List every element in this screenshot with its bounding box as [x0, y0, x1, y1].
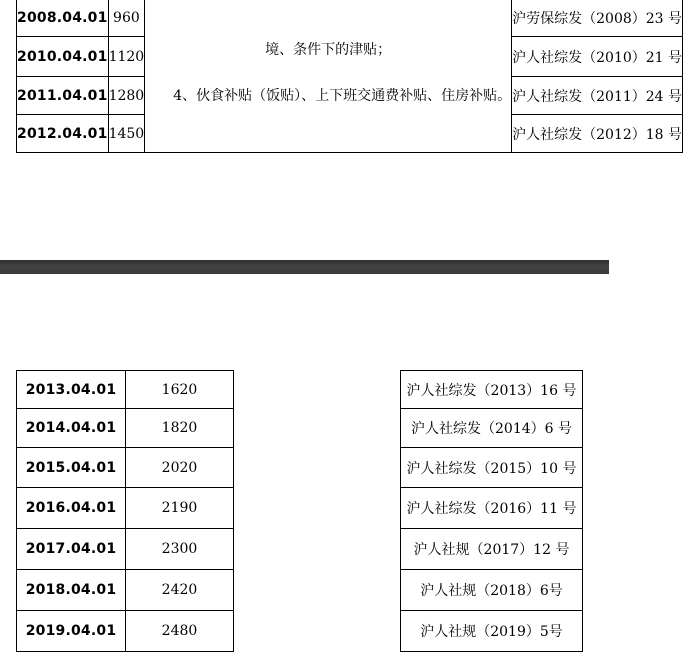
- wage-table-part-1: [16, 0, 683, 153]
- amount-cell: 960: [108, 0, 145, 37]
- note-line-1: 境、条件下的津贴；: [265, 41, 392, 58]
- date-cell: 2015.04.01: [17, 448, 126, 488]
- date-cell: 2016.04.01: [17, 488, 126, 529]
- date-cell: 2008.04.01: [17, 0, 109, 37]
- date-cell: 2013.04.01: [17, 371, 126, 409]
- amount-cell: 2020: [126, 448, 234, 488]
- document-number-cell: 沪劳保综发（2008）23 号: [512, 0, 683, 37]
- amount-cell: 1620: [126, 371, 234, 409]
- document-number-cell: 沪人社规（2018）6号: [401, 570, 583, 611]
- date-cell: 2018.04.01: [17, 570, 126, 611]
- document-page-1: [0, 0, 683, 260]
- document-number-cell: 沪人社规（2019）5号: [401, 611, 583, 652]
- amount-cell: 2300: [126, 529, 234, 570]
- note-line-2: 4、伙食补贴（饭贴）、上下班交通费补贴、住房补贴。: [173, 87, 512, 104]
- notes-cell: [145, 0, 512, 153]
- date-cell: 2019.04.01: [17, 611, 126, 652]
- document-number-cell: 沪人社综发（2011）24 号: [512, 77, 683, 115]
- document-number-cell: 沪人社综发（2016）11 号: [401, 488, 583, 529]
- date-cell: 2010.04.01: [17, 37, 109, 77]
- date-cell: 2012.04.01: [17, 115, 109, 153]
- date-cell: 2011.04.01: [17, 77, 109, 115]
- page-separator: [0, 260, 609, 274]
- document-number-cell: 沪人社综发（2010）21 号: [512, 37, 683, 77]
- date-cell: 2014.04.01: [17, 409, 126, 448]
- amount-cell: 2190: [126, 488, 234, 529]
- document-page-2: [0, 274, 609, 661]
- date-cell: 2017.04.01: [17, 529, 126, 570]
- amount-cell: 2480: [126, 611, 234, 652]
- amount-cell: 1280: [108, 77, 145, 115]
- document-number-cell: 沪人社规（2017）12 号: [401, 529, 583, 570]
- notes-cell: [234, 371, 401, 652]
- document-number-cell: 沪人社综发（2014）6 号: [401, 409, 583, 448]
- document-number-cell: 沪人社综发（2015）10 号: [401, 448, 583, 488]
- amount-cell: 1820: [126, 409, 234, 448]
- table-row: [17, 0, 683, 37]
- wage-table-part-2: [16, 370, 583, 652]
- document-number-cell: 沪人社综发（2013）16 号: [401, 371, 583, 409]
- amount-cell: 1120: [108, 37, 145, 77]
- document-number-cell: 沪人社综发（2012）18 号: [512, 115, 683, 153]
- amount-cell: 2420: [126, 570, 234, 611]
- amount-cell: 1450: [108, 115, 145, 153]
- table-row: [17, 371, 583, 409]
